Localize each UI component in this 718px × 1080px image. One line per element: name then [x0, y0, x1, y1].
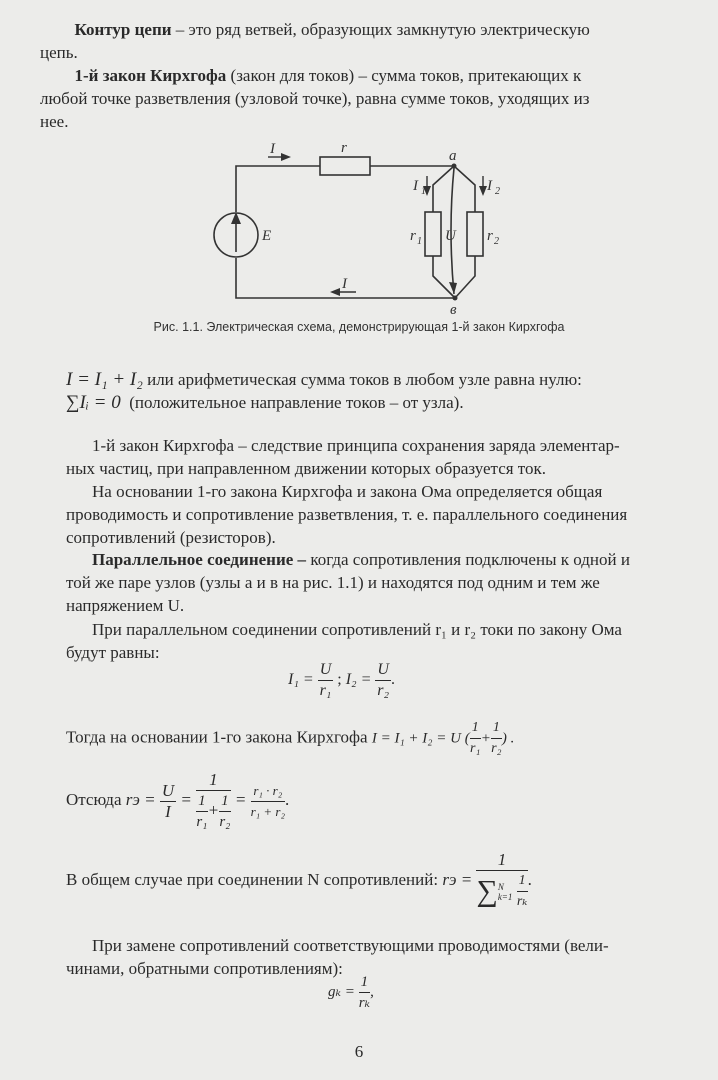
label-r-top: r [341, 140, 347, 156]
label-r1: r [410, 228, 416, 244]
wire-left [236, 166, 320, 212]
paragraph-contour: Контур цепи – это ряд ветвей, образующих замкнутую электрическую цепь. [40, 20, 590, 62]
label-i2: I [487, 178, 492, 194]
page-number: 6 [354, 1042, 364, 1061]
svg-text:2: 2 [494, 236, 499, 247]
label-e: E [262, 228, 272, 244]
term-parallel: Параллельное соединение – [92, 550, 307, 569]
label-i-top: I [270, 141, 275, 157]
label-i1: I [413, 178, 418, 194]
label-r2: r [487, 228, 493, 244]
figure-caption: Рис. 1.1. Электрическая схема, демонстрирующая 1-й закон Кирхгофа [153, 320, 565, 334]
svg-text:1: 1 [421, 186, 426, 197]
paragraph-kirchhoff-apply: Тогда на основании 1-го закона Кирхгофа I = I₁ + I₂ = U ( $\frac{1}{\text{r₁}}$ + $\frac{1}{\text{r₂}}$ ) . [66, 720, 515, 756]
paragraph-kirchhoff-law: 1-й закон Кирхгофа (закон для токов) – сумма токов, притекающих к любой точке разветвления (узловой точке), равна сумме токов, уходящих из нее. [40, 66, 590, 131]
label-node-b: в [450, 302, 457, 318]
equation-branch-currents: I₁ = $\frac{U}{\text{r₁}}$ ; I₂ = $\frac{U}{\text{r₂}}$ . [288, 661, 395, 699]
resistor-r2 [467, 212, 483, 256]
term-kirchhoff: 1-й закон Кирхгофа [74, 66, 227, 85]
circuit-diagram [0, 0, 718, 340]
paragraph-ohm: При параллельном соединении сопротивлений r₁ и r₂ токи по закону Ома будут равны: [66, 620, 622, 662]
label-i-bottom: I [342, 276, 347, 292]
resistor-r [320, 157, 370, 175]
resistor-r1 [425, 212, 441, 256]
paragraph-conductance-replace: При замене сопротивлений соответствующими проводимостями (вели- чинами, обратными сопротивлениям): [66, 936, 609, 978]
svg-text:1: 1 [417, 236, 422, 247]
paragraph-equivalent: Отсюда rэ = $\frac{U}{I}$ = 1 $\frac{1}{\text{r₁}}$ + $\frac{1}{\text{r₂}}$ = $\frac{\text{r₁ · r₂}}{\text{r₁ + r₂}}$ . [66, 770, 290, 830]
svg-text:2: 2 [495, 186, 500, 197]
label-u: U [445, 228, 456, 244]
formula-sum-zero: ∑Iᵢ = 0 [66, 392, 121, 413]
paragraph-general-case: В общем случае при соединении N сопротивлений: rэ = 1 ∑N k=1 $\frac{1}{\text{rₖ}}$ . [66, 850, 532, 909]
paragraph-current-sum: I = I₁ + I₂ или арифметическая сумма токов в любом узле равна нулю: ∑Iᵢ = 0 (положительное направление токов – от узла). [66, 369, 582, 413]
paragraph-consequence: 1-й закон Кирхгофа – следствие принципа сохранения заряда элементар- ных частиц, при направленном движении которых образуется ток. [66, 436, 620, 478]
formula-i-sum: I = I₁ + I₂ [66, 369, 143, 390]
equation-conductance: gₖ = $\frac{1}{\text{rₖ}}$ , [328, 974, 374, 1011]
paragraph-parallel: Параллельное соединение – когда сопротивления подключены к одной и той же паре узлов (узлы а и в на рис. 1.1) и находятся под одним и тем же напряжением U. [66, 550, 630, 615]
label-node-a: a [449, 148, 457, 164]
paragraph-conductance: На основании 1-го закона Кирхгофа и закона Ома определяется общая проводимость и сопротивление разветвления, т. е. параллельного соединения сопротивлений (резисторов). [66, 482, 628, 547]
term-contour: Контур цепи [74, 20, 172, 39]
